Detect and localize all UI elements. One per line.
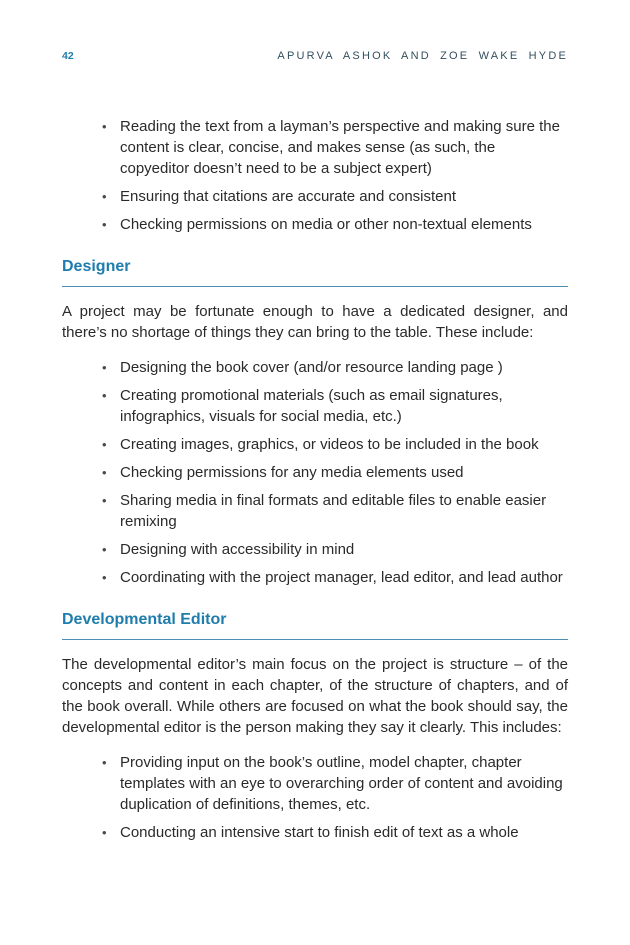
list-item: • Creating images, graphics, or videos to be included in the book bbox=[102, 434, 568, 455]
section-rule bbox=[62, 286, 568, 287]
list-item: • Conducting an intensive start to finish edit of text as a whole bbox=[102, 822, 568, 843]
list-item: • Designing with accessibility in mind bbox=[102, 539, 568, 560]
list-item: • Providing input on the book’s outline, model chapter, chapter templates with an eye to overarching order of content and avoiding duplication of definitions, themes, etc. bbox=[102, 752, 568, 815]
page-header bbox=[62, 50, 568, 62]
developmental-editor-duties-list bbox=[62, 752, 568, 843]
list-item: • Coordinating with the project manager, lead editor, and lead author bbox=[102, 567, 568, 588]
page-content bbox=[62, 116, 568, 843]
section-heading-designer: Designer bbox=[62, 258, 131, 275]
developmental-editor-intro-paragraph: The developmental editor’s main focus on the project is structure – of the concepts and content in each chapter, of the structure of chapters, and of the book overall. While others are focused on what the book should say, the developmental editor is the person making they say it clearly. This includes: bbox=[62, 656, 568, 736]
section-heading-developmental-editor: Developmental Editor bbox=[62, 611, 227, 628]
designer-duties-list bbox=[62, 357, 568, 588]
designer-intro-paragraph: A project may be fortunate enough to have a dedicated designer, and there’s no shortage of things they can bring to the table. These include: bbox=[62, 303, 568, 341]
page-number: 42 bbox=[62, 50, 74, 62]
section-rule bbox=[62, 639, 568, 640]
list-item: • Sharing media in final formats and editable files to enable easier remixing bbox=[102, 490, 568, 532]
list-item: • Checking permissions for any media elements used bbox=[102, 462, 568, 483]
list-item: • Checking permissions on media or other non-textual elements bbox=[102, 214, 568, 235]
list-item: • Ensuring that citations are accurate and consistent bbox=[102, 186, 568, 207]
list-item: • Reading the text from a layman’s perspective and making sure the content is clear, concise, and makes sense (as such, the copyeditor doesn’t need to be a subject expert) bbox=[102, 116, 568, 179]
list-item: • Creating promotional materials (such as email signatures, infographics, visuals for social media, etc.) bbox=[102, 385, 568, 427]
running-head: APURVA ASHOK AND ZOE WAKE HYDE bbox=[277, 50, 568, 62]
list-item: • Designing the book cover (and/or resource landing page ) bbox=[102, 357, 568, 378]
copyeditor-duties-list bbox=[62, 116, 568, 235]
